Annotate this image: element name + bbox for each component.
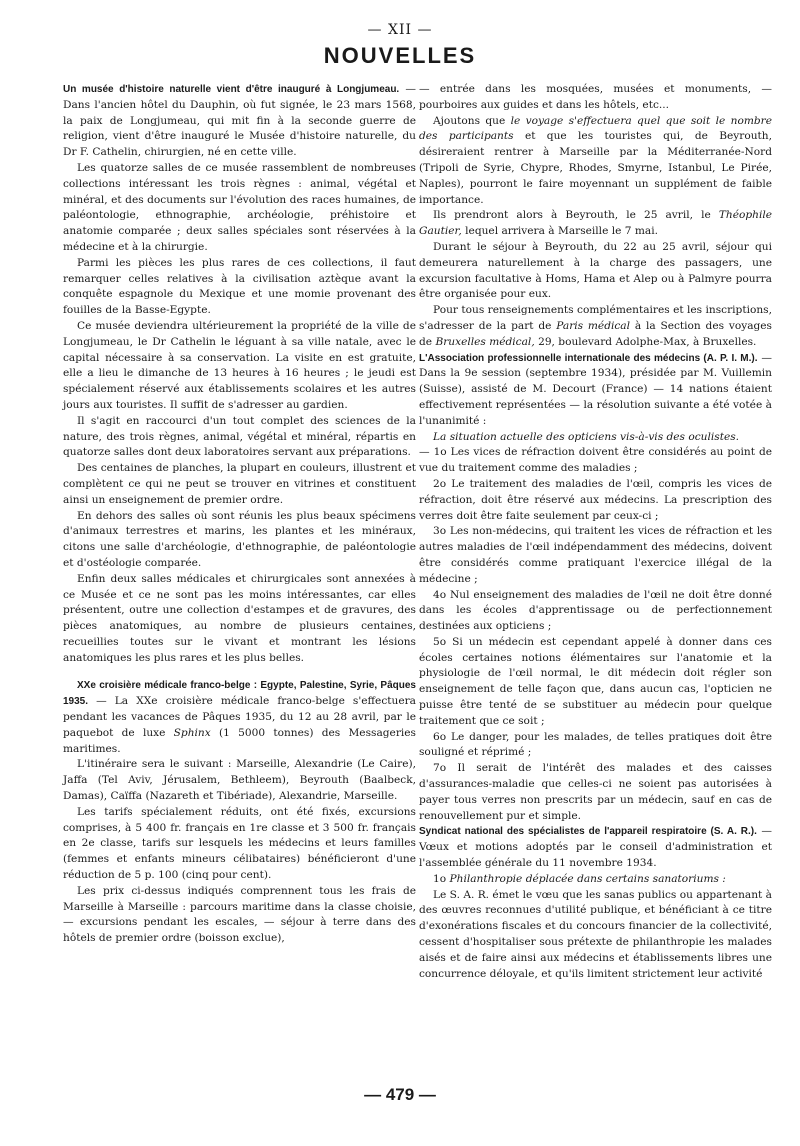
apim-point-6: 6o Le danger, pour les malades, de telles pratiques doit être souligné et réprimé ; (419, 730, 772, 759)
apim-point-7: 7o Il serait de l'intérêt des malades et des caisses d'assurances-maladie que celles-ci ne soient pas autorisées à payer tous verres non prescrits par un médecin, sauf en cas de renouvellement pur et simple. (419, 762, 772, 822)
page-title: NOUVELLES (323, 43, 477, 68)
museum-paragraph-6: Des centaines de planches, la plupart en couleurs, illustrent et complètent ce qui ne peut se trouver en vitrines et constituent ainsi un enseignement de premier ordre. (63, 462, 416, 506)
apim-point-4: 4o Nul enseignement des maladies de l'œil ne doit être donné dans les écoles d'apprentissage ou de perfectionnement destinées aux opticiens ; (419, 588, 772, 633)
cruise-paragraph-6 (419, 114, 772, 209)
page-number: — 479 — (364, 1085, 436, 1104)
apim-paragraph-1: — Dans la 9e session (septembre 1934), présidée par M. Vuillemin (Suisse), assisté de M. Decourt (France) — 14 nations étaient effectivement représentées — la résolution suivante a été votée à l'unanimité : (419, 351, 772, 427)
sar-subheading (419, 872, 772, 888)
left-column (63, 82, 416, 947)
heading-apim: L'Association professionnelle internationale des médecins (A. P. I. M.). (419, 352, 758, 364)
cruise-paragraph-4: Les prix ci-dessus indiqués comprennent tous les frais de Marseille à Marseille : parcours maritime dans la classe choisie, — excursions pendant les escales, — séjour à terre dans des hôtels de premier ordre (boisson exclue), (63, 884, 416, 945)
cruise-paragraph-7 (419, 208, 772, 240)
apim-point-1: — 1o Les vices de réfraction doivent être considérés au point de vue du traitement comme des maladies ; (419, 446, 772, 475)
italic-text: La situation actuelle des opticiens vis-à-vis des oculistes. (433, 430, 740, 443)
text: lequel arrivera à Marseille le 7 mai. (465, 225, 658, 238)
cruise-paragraph-1: — La XXe croisière médicale franco-belge s'effectuera pendant les vacances de Pâques 1935, du 12 au 28 avril, par le paquebot de luxe (63, 695, 416, 739)
ship-name: Sphinx (173, 726, 211, 739)
italic-text: Théophile Gautier, (419, 209, 772, 238)
text: 1o (433, 872, 447, 885)
text: et que les touristes qui, de Beyrouth, désireraient rentrer à Marseille par la Méditerranée-Nord (Tripoli de Syrie, Chypre, Rhodes, Smyrne, Istanbul, Le Pirée, Naples), pourront le faire moyennant un supplément de faible importance. (419, 130, 772, 206)
cruise-paragraph-3: Les tarifs spécialement réduits, ont été fixés, excursions comprises, à 5 400 fr. français en 1re classe et 3 500 fr. français en 2e classe, tarifs sur lesquels les médecins et leurs familles (femmes et enfants mineurs célibataires) bénéficieront d'une réduction de 5 p. 100 (cinq pour cent). (63, 805, 416, 882)
sar-paragraph-1: — Vœux et motions adoptés par le conseil d'administration et l'assemblée générale du 11 novembre 1934. (419, 825, 773, 870)
apim-point-2: 2o Le traitement des maladies de l'œil, compris les vices de réfraction, doit être réservé aux médecins. La prescription des verres doit être faite seulement par ceux-ci ; (419, 477, 772, 522)
article-cruise (63, 678, 416, 757)
italic-text: Paris médical (556, 319, 631, 332)
article-sar (419, 824, 772, 871)
apim-point-3: 3o Les non-médecins, qui traitent les vices de réfraction et les autres maladies de l'œil indépendamment des médecins, doivent être considérés comme pratiquant l'exercice illégal de la médecine ; (419, 525, 772, 585)
cruise-paragraph-2: L'itinéraire sera le suivant : Marseille, Alexandrie (Le Caire), Jaffa (Tel Aviv, Jérusalem, Bethleem), Beyrouth (Baalbeck, Damas), Caïffa (Nazareth et Tibériade), Alexandrie, Marseille. (63, 758, 416, 803)
museum-paragraph-8: Enfin deux salles médicales et chirurgicales sont annexées à ce Musée et ce ne sont pas les moins intéressantes, car elles présentent, outre une collection d'estampes et de gravures, des pièces anatomiques, au nombre de plusieurs centaines, recueillies toutes sur le vivant et montrant les lésions anatomiques les plus rares et les plus belles. (63, 572, 416, 664)
page-folio: — XII — (367, 22, 433, 38)
museum-paragraph-7: En dehors des salles où sont réunis les plus beaux spécimens d'animaux terrestres et marins, les plantes et les minéraux, citons une salle d'archéologie, d'ethnographie, de paléontologie et d'ostéologie comparée. (63, 509, 416, 569)
sar-paragraph-2: Le S. A. R. émet le vœu que les sanas publics ou appartenant à des œuvres reconnues d'utilité publique, et bénéficiant à ce titre d'exonérations fiscales et du concours financier de la collectivité, cessent d'hospitaliser sous prétexte de philanthropie les malades aisés et de faire ainsi aux médecins et établissements libres une concurrence déloyale, et qu'ils limitent strictement leur activité (419, 888, 772, 980)
article-museum (63, 82, 416, 161)
cruise-paragraph-1-end: (1 5000 tonnes) des Messageries maritimes. (63, 726, 416, 755)
cruise-paragraph-5: — entrée dans les mosquées, musées et monuments, — pourboires aux guides et dans les hôtels, etc... (419, 83, 772, 111)
text: 29, boulevard Adolphe-Max, à Bruxelles. (538, 335, 757, 348)
heading-cruise: XXe croisière médicale franco-belge : Egypte, Palestine, Syrie, Pâques 1935. (63, 680, 416, 708)
museum-paragraph-3: Parmi les pièces les plus rares de ces collections, il faut remarquer celles relatives à la civilisation aztèque avant la conquête espagnole du Mexique et une momie provenant des fouilles de la Basse-Egypte. (63, 256, 416, 317)
apim-resolution-title (419, 430, 772, 446)
museum-paragraph-5: Il s'agit en raccourci d'un tout complet des sciences de la nature, des trois règnes, animal, végétal et minéral, répartis en quatorze salles dont deux laboratoires servant aux préparations. (63, 414, 416, 459)
text: à la Section des voyages de (419, 319, 772, 348)
text: Pour tous renseignements complémentaires et les inscriptions, s'adresser de la part de (419, 304, 772, 332)
text: Ils prendront alors à Beyrouth, le 25 avril, le (433, 209, 711, 222)
museum-paragraph-1: — Dans l'ancien hôtel du Dauphin, où fut signée, le 23 mars 1568, la paix de Longjumeau, qui mit fin à la seconde guerre de religion, vient d'être inauguré le Musée d'histoire naturelle, du Dr F. Cathelin, chirurgien, né en cette ville. (63, 83, 416, 159)
museum-paragraph-2: Les quatorze salles de ce musée rassemblent de nombreuses collections intéressant les trois règnes : animal, végétal et minéral, et des documents sur l'évolution des races humaines, de paléontologie, ethnographie, archéologie, préhistoire et anatomie comparée ; deux salles spéciales sont réservées à la médecine et à la chirurgie. (63, 161, 416, 253)
italic-text: Bruxelles médical, (435, 335, 535, 348)
right-column (419, 82, 772, 982)
article-apim (419, 351, 772, 430)
cruise-paragraph-9 (419, 303, 772, 350)
cruise-paragraph-8: Durant le séjour à Beyrouth, du 22 au 25 avril, séjour qui demeurera naturellement à la charge des passagers, une excursion facultative à Homs, Hama et Alep ou à Palmyre pourra être organisée pour eux. (419, 240, 772, 301)
heading-sar: Syndicat national des spécialistes de l'appareil respiratoire (S. A. R.). (419, 826, 757, 838)
museum-paragraph-4: Ce musée deviendra ultérieurement la propriété de la ville de Longjumeau, le Dr Cathelin le léguant à sa ville natale, avec le capital nécessaire à sa conservation. La visite en est gratuite, elle a lieu le dimanche de 13 heures à 16 heures ; le jeudi est spécialement réservé aux établissements scolaires et les autres jours aux touristes. Il suffit de s'adresser au gardien. (63, 319, 416, 411)
heading-museum: Un musée d'histoire naturelle vient d'être inauguré à Longjumeau. (63, 84, 400, 95)
italic-text: Philanthropie déplacée dans certains sanatoriums : (449, 872, 726, 885)
italic-text: le voyage s'effectuera quel que soit le nombre des participants (419, 114, 772, 143)
apim-point-5: 5o Si un médecin est cependant appelé à donner dans ces écoles certaines notions élémentaires sur l'anatomie et la physiologie de l'œil normal, le dit médecin doit régler son enseignement de telle façon que, dans aucun cas, l'opticien ne puisse être tenté de se substituer au médecin pour quelque traitement que ce soit ; (419, 635, 772, 727)
text: Ajoutons que (433, 114, 506, 127)
